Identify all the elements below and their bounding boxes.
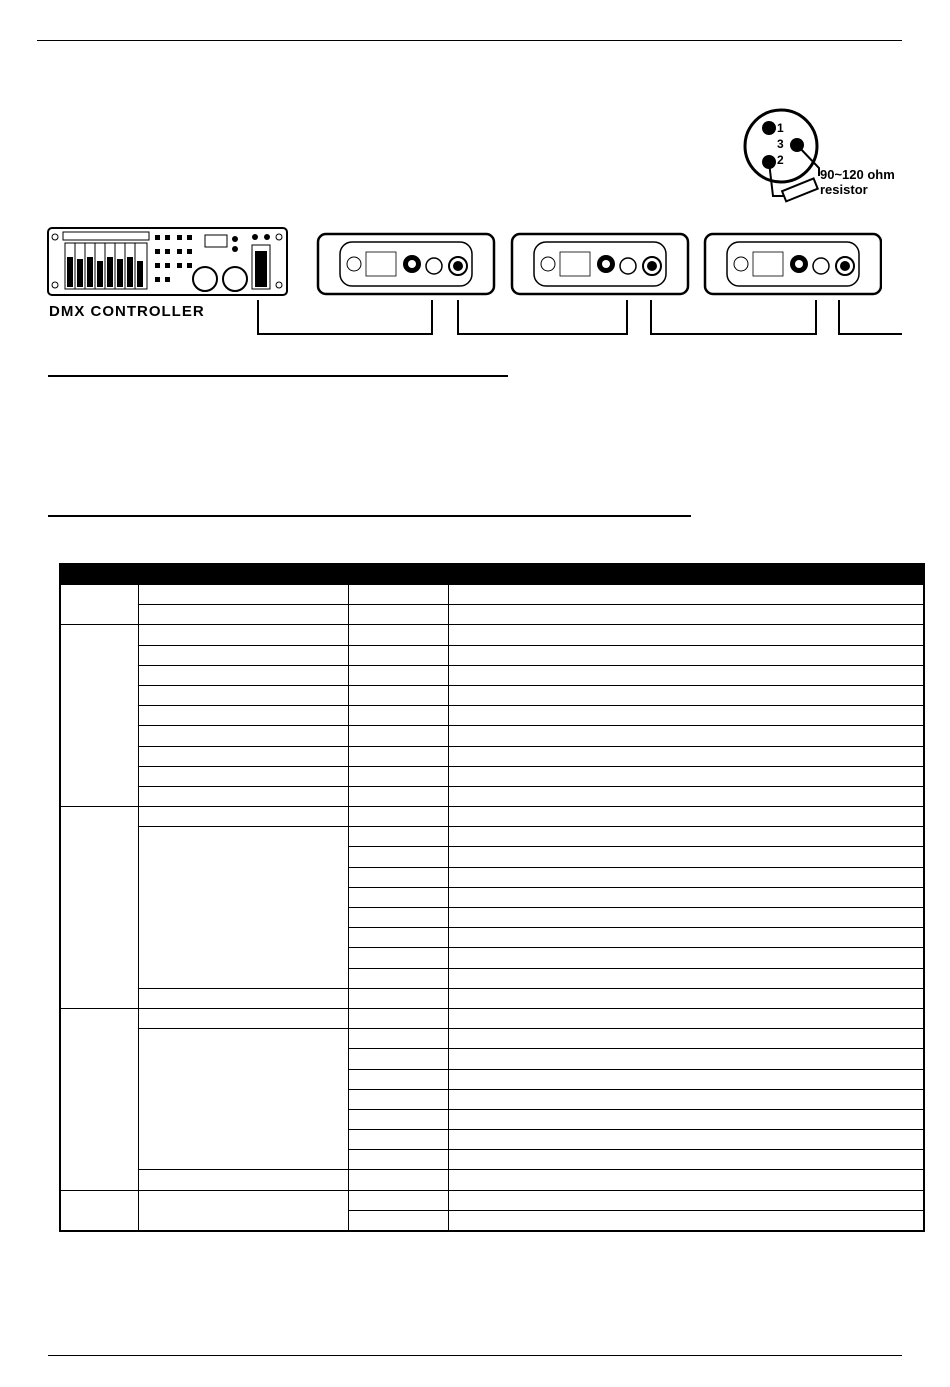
table-row xyxy=(60,807,924,827)
footer-rule xyxy=(48,1355,902,1356)
terminator-label-line1: 90~120 ohm xyxy=(820,167,895,182)
section-heading-rule-2 xyxy=(48,515,691,517)
xlr-pin-3-label: 3 xyxy=(777,137,784,151)
table-row xyxy=(60,585,924,605)
table-row xyxy=(60,665,924,685)
dmx-channel-table xyxy=(59,563,925,1232)
table-row xyxy=(60,988,924,1008)
terminator-label-line2: resistor xyxy=(820,182,868,197)
table-row xyxy=(60,1170,924,1190)
table-row xyxy=(60,726,924,746)
header-rule xyxy=(37,40,902,41)
table-row xyxy=(60,786,924,806)
xlr-pin-1-label: 1 xyxy=(777,121,784,135)
dmx-controller-label: DMX CONTROLLER xyxy=(49,303,205,320)
table-row xyxy=(60,706,924,726)
table-row xyxy=(60,827,924,847)
table-row xyxy=(60,625,924,645)
table-row xyxy=(60,1029,924,1049)
table-row xyxy=(60,746,924,766)
xlr-pin-2-label: 2 xyxy=(777,153,784,167)
table-row xyxy=(60,766,924,786)
dmx-cable-runs xyxy=(250,260,910,340)
table-row xyxy=(60,645,924,665)
xlr-pin-1 xyxy=(762,121,776,135)
table-row xyxy=(60,685,924,705)
table-row xyxy=(60,605,924,625)
table-header-row xyxy=(60,564,924,585)
section-heading-rule-1 xyxy=(48,375,508,377)
table-row xyxy=(60,1190,924,1210)
table-row xyxy=(60,1008,924,1028)
